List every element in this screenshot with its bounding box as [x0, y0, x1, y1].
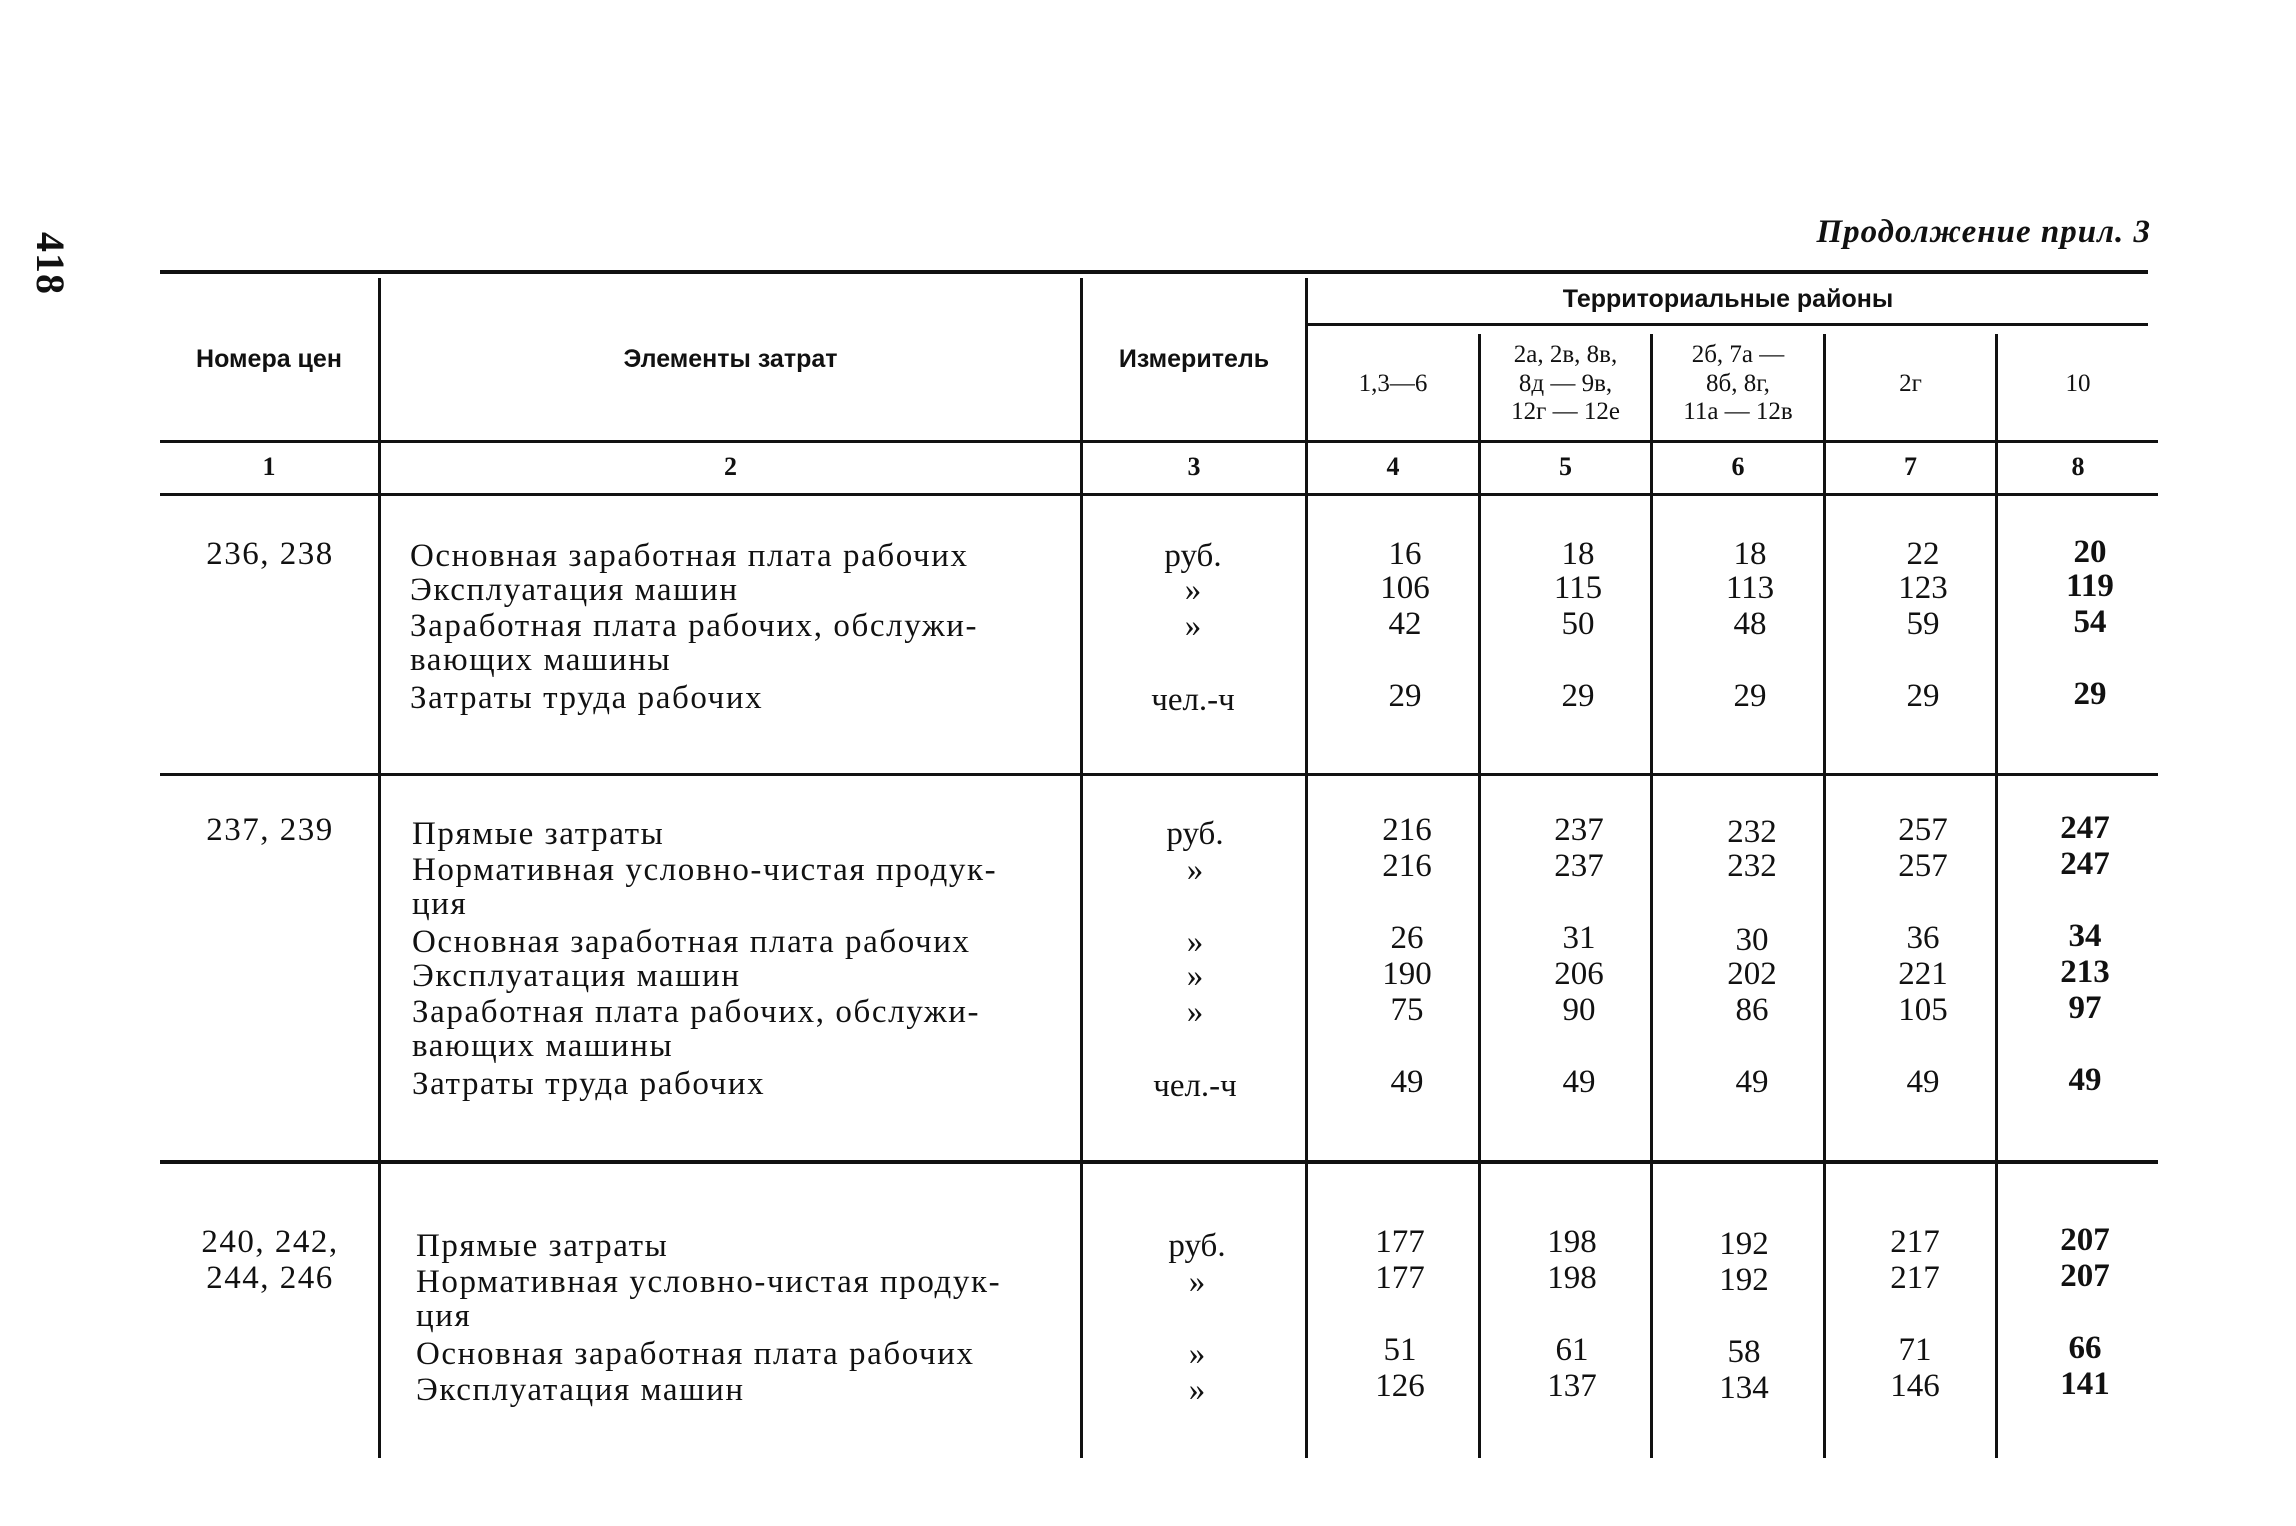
value-cell: 106	[1380, 570, 1430, 606]
value-cell: 232	[1727, 848, 1777, 884]
value-cell: 123	[1898, 570, 1948, 606]
value-cell: 97	[2068, 990, 2102, 1026]
cost-element: Основная заработная плата рабочих	[412, 924, 971, 960]
value-cell: 66	[2068, 1330, 2102, 1366]
value-cell: 71	[1898, 1332, 1932, 1368]
value-cell: 42	[1388, 606, 1422, 642]
header-region-3: 2б, 7а — 8б, 8г, 11а — 12в	[1683, 340, 1793, 426]
column-number: 2	[724, 452, 737, 481]
value-cell: 29	[1561, 678, 1595, 714]
unit-cell: »	[1184, 572, 1202, 608]
unit-cell: чел.-ч	[1151, 682, 1235, 718]
value-cell: 49	[1906, 1064, 1940, 1100]
unit-cell: »	[1186, 852, 1204, 888]
price-codes: 244, 246	[206, 1260, 334, 1296]
value-cell: 247	[2060, 810, 2110, 846]
cost-element: Затраты труда рабочих	[412, 1066, 766, 1102]
column-numbers-rule	[160, 493, 2158, 496]
column-number: 3	[1187, 452, 1201, 481]
value-cell: 202	[1727, 956, 1777, 992]
value-cell: 217	[1890, 1224, 1940, 1260]
header-region-5: 10	[2065, 369, 2091, 397]
value-cell: 48	[1733, 606, 1767, 642]
value-cell: 221	[1898, 956, 1948, 992]
cost-element-continuation: ция	[412, 886, 468, 922]
column-divider	[1478, 334, 1481, 1458]
column-number: 7	[1904, 452, 1917, 481]
value-cell: 192	[1719, 1262, 1769, 1298]
cost-element: Прямые затраты	[416, 1228, 669, 1264]
unit-cell: »	[1184, 608, 1202, 644]
value-cell: 36	[1906, 920, 1940, 956]
value-cell: 257	[1898, 812, 1948, 848]
column-divider	[1995, 334, 1998, 1458]
unit-cell: »	[1186, 924, 1204, 960]
unit-cell: »	[1188, 1264, 1206, 1300]
value-cell: 207	[2060, 1258, 2110, 1294]
value-cell: 29	[1906, 678, 1940, 714]
table-caption: Продолжение прил. 3	[1816, 214, 2151, 250]
value-cell: 20	[2073, 534, 2107, 570]
value-cell: 141	[2060, 1366, 2110, 1402]
column-number: 1	[262, 452, 276, 481]
unit-cell: чел.-ч	[1153, 1068, 1237, 1104]
unit-cell: руб.	[1168, 1228, 1226, 1264]
cost-element: Эксплуатация машин	[410, 572, 739, 608]
value-cell: 257	[1898, 848, 1948, 884]
value-cell: 177	[1375, 1224, 1425, 1260]
header-region-2: 2а, 2в, 8в, 8д — 9в, 12г — 12е	[1511, 340, 1620, 426]
value-cell: 216	[1382, 812, 1432, 848]
value-cell: 115	[1553, 570, 1603, 606]
cost-element: Основная заработная плата рабочих	[416, 1336, 975, 1372]
value-cell: 190	[1382, 956, 1432, 992]
cost-element: Эксплуатация машин	[412, 958, 741, 994]
unit-cell: руб.	[1164, 538, 1222, 574]
cost-element: Нормативная условно-чистая продук-	[416, 1264, 1002, 1300]
cost-element: Заработная плата рабочих, обслужи-	[410, 608, 979, 644]
value-cell: 237	[1554, 812, 1604, 848]
value-cell: 232	[1727, 814, 1777, 850]
value-cell: 61	[1555, 1332, 1589, 1368]
header-unit: Измеритель	[1118, 344, 1270, 373]
value-cell: 217	[1890, 1260, 1940, 1296]
column-number: 6	[1731, 452, 1745, 481]
value-cell: 213	[2060, 954, 2110, 990]
group-divider-rule	[160, 1160, 2158, 1164]
unit-cell: руб.	[1166, 816, 1224, 852]
value-cell: 198	[1547, 1260, 1597, 1296]
value-cell: 134	[1719, 1370, 1769, 1406]
value-cell: 237	[1554, 848, 1604, 884]
value-cell: 29	[2073, 676, 2107, 712]
value-cell: 29	[1733, 678, 1767, 714]
header-bottom-rule	[160, 440, 2158, 443]
header-codes: Номера цен	[196, 344, 342, 373]
value-cell: 198	[1547, 1224, 1597, 1260]
page-number: 418	[28, 232, 73, 295]
column-number: 8	[2071, 452, 2085, 481]
value-cell: 177	[1375, 1260, 1425, 1296]
value-cell: 113	[1725, 570, 1775, 606]
regions-title-rule	[1305, 323, 2148, 326]
value-cell: 247	[2060, 846, 2110, 882]
price-codes: 236, 238	[206, 536, 334, 572]
value-cell: 58	[1727, 1334, 1761, 1370]
header-regions-title: Территориальные районы	[1562, 285, 1894, 314]
value-cell: 49	[1390, 1064, 1424, 1100]
value-cell: 75	[1390, 992, 1424, 1028]
value-cell: 34	[2068, 918, 2102, 954]
cost-element-continuation: ция	[416, 1298, 472, 1334]
value-cell: 86	[1735, 992, 1769, 1028]
value-cell: 49	[1735, 1064, 1769, 1100]
cost-element-continuation: вающих машины	[412, 1028, 674, 1064]
value-cell: 54	[2073, 604, 2107, 640]
column-divider	[1650, 334, 1653, 1458]
value-cell: 18	[1561, 536, 1595, 572]
value-cell: 51	[1383, 1332, 1417, 1368]
cost-element-continuation: вающих машины	[410, 642, 672, 678]
column-number: 4	[1386, 452, 1400, 481]
value-cell: 18	[1733, 536, 1767, 572]
unit-cell: »	[1186, 958, 1204, 994]
cost-element: Эксплуатация машин	[416, 1372, 745, 1408]
column-number: 5	[1559, 452, 1572, 481]
cost-element: Затраты труда рабочих	[410, 680, 764, 716]
value-cell: 50	[1561, 606, 1595, 642]
column-divider	[1823, 334, 1826, 1458]
price-codes: 240, 242,	[201, 1224, 339, 1260]
value-cell: 126	[1375, 1368, 1425, 1404]
header-elements: Элементы затрат	[623, 344, 838, 373]
value-cell: 30	[1735, 922, 1769, 958]
cost-element: Нормативная условно-чистая продук-	[412, 852, 998, 888]
group-divider-rule	[160, 773, 2158, 776]
value-cell: 146	[1890, 1368, 1940, 1404]
value-cell: 49	[2068, 1062, 2102, 1098]
value-cell: 26	[1390, 920, 1424, 956]
value-cell: 105	[1898, 992, 1948, 1028]
value-cell: 22	[1906, 536, 1940, 572]
table-top-rule	[160, 270, 2148, 274]
value-cell: 16	[1388, 536, 1422, 572]
value-cell: 137	[1547, 1368, 1597, 1404]
value-cell: 29	[1388, 678, 1422, 714]
value-cell: 59	[1906, 606, 1940, 642]
value-cell: 216	[1382, 848, 1432, 884]
value-cell: 207	[2060, 1222, 2110, 1258]
unit-cell: »	[1188, 1336, 1206, 1372]
value-cell: 90	[1562, 992, 1596, 1028]
unit-cell: »	[1188, 1372, 1206, 1408]
value-cell: 31	[1562, 920, 1596, 956]
header-region-4: 2г	[1899, 369, 1922, 397]
value-cell: 192	[1719, 1226, 1769, 1262]
value-cell: 119	[2066, 568, 2114, 604]
value-cell: 206	[1554, 956, 1604, 992]
value-cell: 49	[1562, 1064, 1596, 1100]
price-codes: 237, 239	[206, 812, 334, 848]
header-region-1: 1,3—6	[1358, 369, 1428, 397]
cost-element: Основная заработная плата рабочих	[410, 538, 969, 574]
unit-cell: »	[1186, 994, 1204, 1030]
cost-element: Заработная плата рабочих, обслужи-	[412, 994, 981, 1030]
cost-element: Прямые затраты	[412, 816, 665, 852]
